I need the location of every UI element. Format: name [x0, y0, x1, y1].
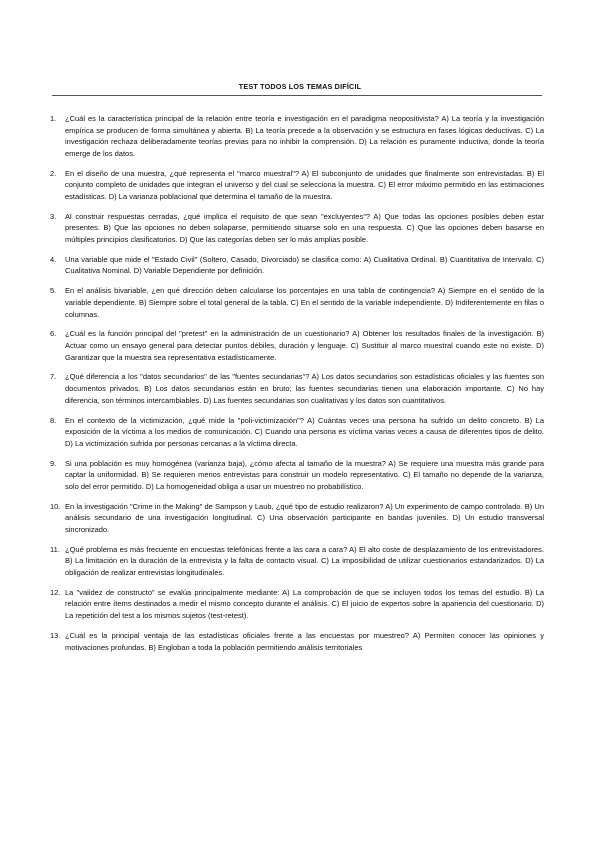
question-item [50, 211, 544, 246]
question-text: En el análisis bivariable, ¿en qué dirección deben calcularse los porcentajes en una tabla de contingencia? A) Siempre en el sentido de la variable dependiente. B) Siempre sobre el total general de la tabla. C) En el sentido de la variable independiente. D) Indiferentemente en filas o columnas. [65, 286, 544, 319]
question-number: 1. [50, 114, 57, 123]
question-text: ¿Cuál es la característica principal de la relación entre teoría e investigación en el paradigma neopositivista? A) La teoría y la investigación empírica se producen de forma simultánea y abierta. B) La teoría precede a la observación y se estructura en fases lógicas deductivas. C) La investigación rechaza deliberadamente teorías previas para no inhibir la comprensión. D) La relación es puramente inductiva, donde la teoría emerge de los datos. [65, 114, 544, 158]
question-item [50, 371, 544, 406]
question-item [50, 168, 544, 203]
question-item [50, 630, 544, 653]
question-text: ¿Cuál es la función principal del "pretest" en la administración de un cuestionario? A) Obtener los resultados finales de la investigación. B) Actuar como un ensayo general para detectar puntos débiles, duración y lenguaje. C) Sustituir al marco muestral cuando este no existe. D) Garantizar que la muestra sea representativa estadísticamente. [65, 329, 544, 362]
question-number: 7. [50, 372, 57, 382]
question-text: En el diseño de una muestra, ¿qué representa el "marco muestral"? A) El subconjunto de unidades que finalmente son entrevistadas. B) El conjunto completo de unidades que integran el universo y del cual se selecciona la muestra. C) El error máximo permitido en las estimaciones estadísticas. D) La varianza poblacional que determina el tamaño de la muestra. [65, 168, 544, 201]
question-number: 6. [50, 329, 57, 339]
question-list [50, 113, 544, 661]
question-item [50, 544, 544, 579]
question-number: 5. [50, 286, 57, 296]
document-title: TEST TODOS LOS TEMAS DIFÍCIL [238, 82, 362, 91]
question-item [50, 254, 544, 277]
question-number: 3. [50, 211, 57, 221]
question-number: 4. [50, 254, 57, 264]
question-item [50, 328, 544, 363]
question-item [50, 285, 544, 320]
question-text: Una variable que mide el "Estado Civil" (Soltero, Casado, Divorciado) se clasifica como: A) Cualitativa Ordinal. B) Cuantitativa de Intervalo. C) Cualitativa Nominal. D) Variable Dependiente por definición. [65, 254, 544, 276]
question-item [50, 501, 544, 536]
question-text: Si una población es muy homogénea (varianza baja), ¿cómo afecta al tamaño de la muestra? A) Se requiere una muestra más grande para captar la uniformidad. B) Se requieren menos entrevistas para construir un modelo representativo. C) El tamaño no depende de la varianza, solo del error permitido. D) La homogeneidad obliga a usar un muestreo no probabilístico. [65, 458, 544, 491]
question-number: 8. [50, 415, 57, 425]
question-number: 11. [50, 544, 60, 554]
question-item [50, 415, 544, 450]
question-number: 12. [50, 587, 61, 597]
question-item [50, 113, 544, 159]
question-text: ¿Cuál es la principal ventaja de las estadísticas oficiales frente a las encuestas por muestreo? A) Permiten conocer las opiniones y motivaciones profundas. B) Engloban a toda la población permitiendo análisis territoriales [65, 630, 544, 652]
question-number: 9. [50, 458, 57, 468]
question-text: ¿Qué problema es más frecuente en encuestas telefónicas frente a las cara a cara? A) El alto coste de desplazamiento de los entrevistadores. B) La limitación en la duración de la entrevista y la falta de contacto visual. C) La imposibilidad de utilizar cuestionarios estandarizados. D) La obligación de realizar entrevistas longitudinales. [65, 544, 544, 577]
question-text: En el contexto de la victimización, ¿qué mide la "poli-victimización"? A) Cuántas veces una persona ha sufrido un delito concreto. B) La exposición de la víctima a los medios de comunicación. C) Cuando una persona es víctima varias veces a causa de diferentes tipos de delito. D) La victimización sufrida por personas cercanas a la víctima directa. [65, 415, 544, 448]
question-text: En la investigación "Crime in the Making" de Sampson y Laub, ¿qué tipo de estudio realizaron? A) Un experimento de campo controlado. B) Un análisis secundario de una investigación longitudinal. C) Una observación participante en bandas juveniles. D) Un estudio transversal sincronizado. [65, 501, 544, 534]
question-item [50, 587, 544, 622]
question-text: ¿Qué diferencia a los "datos secundarios" de las "fuentes secundarias"? A) Los datos secundarios son estadísticas oficiales y las fuentes son documentos privados. B) Los datos secundarios están en bruto; las fuentes secundarias tienen una elaboración importante. C) No hay diferencia, son términos intercambiables. D) Las fuentes secundarias son cualitativas y los datos son cuantitativos. [65, 372, 544, 405]
question-number: 10. [50, 501, 61, 511]
question-number: 13. [50, 630, 61, 640]
question-item [50, 458, 544, 493]
title-divider [52, 95, 542, 96]
question-number: 2. [50, 168, 57, 178]
question-text: Al construir respuestas cerradas, ¿qué implica el requisito de que sean "excluyentes"? A) Que todas las opciones posibles deben estar presentes. B) Que las opciones no deben solaparse, permitiendo situarse solo en una respuesta. C) Que las opciones deben basarse en múltiples principios clasificatorios. D) Que las categorías deben ser lo más amplias posible. [65, 211, 544, 244]
question-text: La "validez de constructo" se evalúa principalmente mediante: A) La comprobación de que se incluyen todos los temas del estudio. B) La relación entre ítems destinados a medir el mismo concepto durante el análisis. C) El juicio de expertos sobre la apariencia del cuestionario. D) La repetición del test a los mismos sujetos (test-retest). [65, 587, 544, 621]
